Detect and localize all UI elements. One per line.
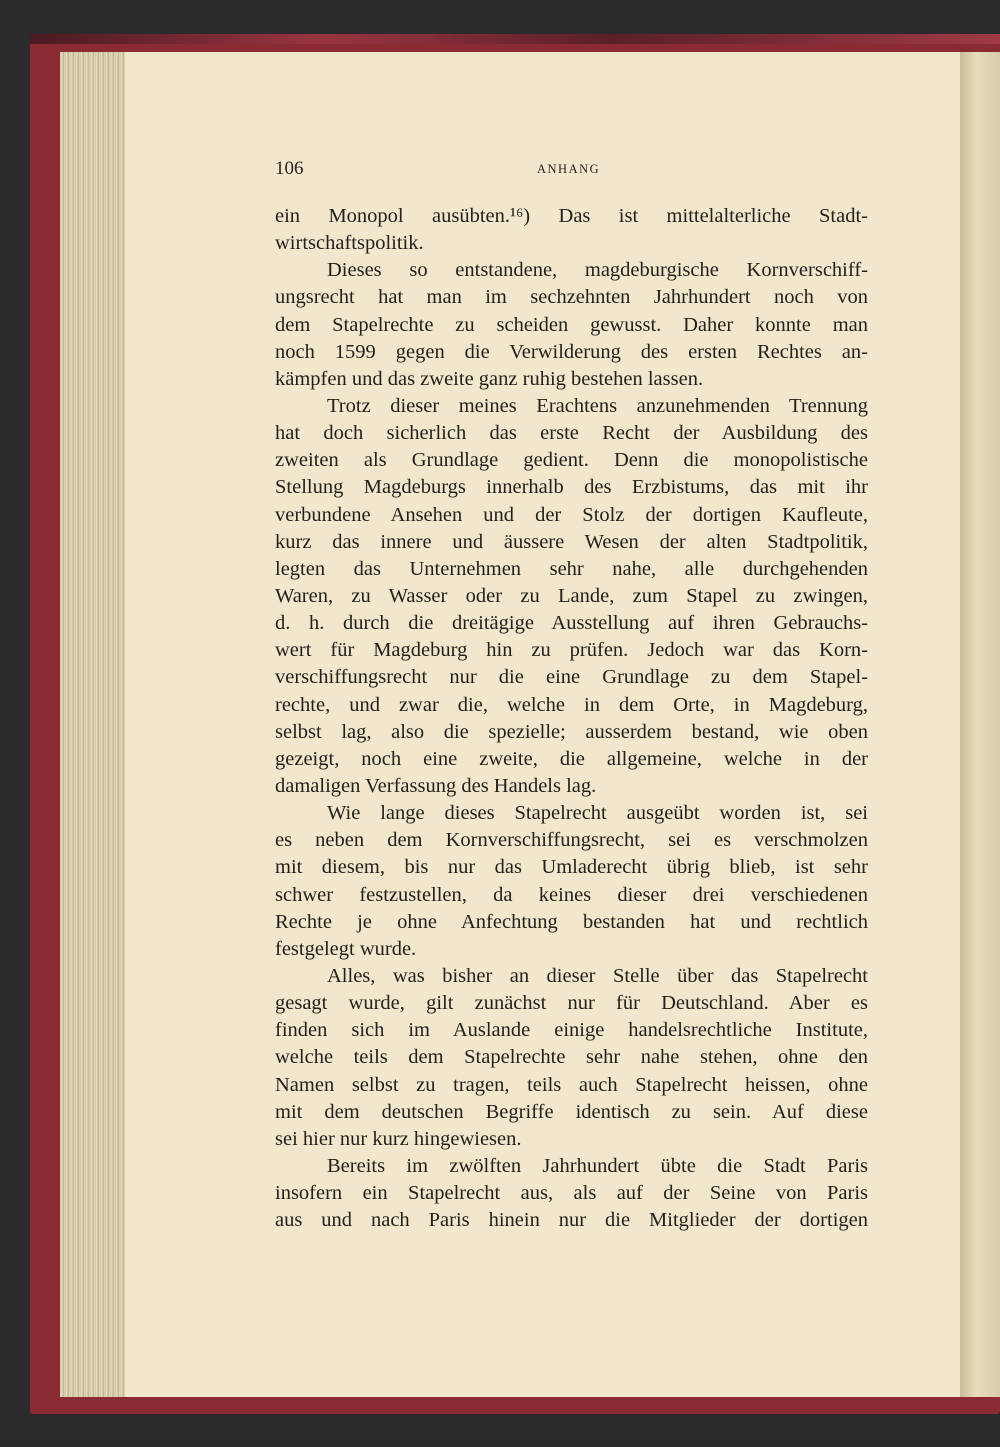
page-number: 106	[275, 158, 304, 179]
text-line: mit dem deutschen Begriffe identisch zu sein. Auf diese	[275, 1100, 868, 1123]
text-line: es neben dem Kornverschiffungsrecht, sei es verschmolzen	[275, 829, 868, 852]
page-header	[275, 158, 870, 184]
text-line: kämpfen und das zweite ganz ruhig bestehen lassen.	[275, 367, 704, 390]
text-line: ungsrecht hat man im sechzehnten Jahrhundert noch von	[275, 286, 868, 309]
text-line: welche teils dem Stapelrechte sehr nahe stehen, ohne den	[275, 1046, 868, 1069]
text-line: legten das Unternehmen sehr nahe, alle durchgehenden	[275, 557, 868, 580]
text-line: mit diesem, bis nur das Umladerecht übrig blieb, ist sehr	[275, 856, 868, 879]
text-line: noch 1599 gegen die Verwilderung des ersten Rechtes an-	[275, 340, 868, 363]
text-line: Namen selbst zu tragen, teils auch Stapelrecht heissen, ohne	[275, 1073, 868, 1096]
text-line: zweiten als Grundlage gedient. Denn die monopolistische	[275, 449, 868, 472]
text-line: kurz das innere und äussere Wesen der alten Stadtpolitik,	[275, 530, 868, 553]
facing-page-edge	[960, 52, 1000, 1397]
book-cover-edge	[30, 34, 1000, 44]
text-line: Alles, was bisher an dieser Stelle über das Stapelrecht	[327, 964, 868, 987]
text-line: selbst lag, also die spezielle; ausserdem bestand, wie oben	[275, 720, 868, 743]
text-line: gezeigt, noch eine zweite, die allgemeine, welche in der	[275, 747, 868, 770]
text-line: damaligen Verfassung des Handels lag.	[275, 774, 597, 797]
text-line: Bereits im zwölften Jahrhundert übte die Stadt Paris	[327, 1154, 868, 1177]
text-line: hat doch sicherlich das erste Recht der Ausbildung des	[275, 422, 868, 445]
text-line: d. h. durch die dreitägige Ausstellung auf ihren Gebrauchs-	[275, 612, 868, 635]
text-line: verbundene Ansehen und der Stolz der dortigen Kaufleute,	[275, 503, 868, 526]
text-line: insofern ein Stapelrecht aus, als auf der Seine von Paris	[275, 1182, 868, 1205]
text-line: Trotz dieser meines Erachtens anzunehmenden Trennung	[327, 394, 868, 417]
text-line: dem Stapelrechte zu scheiden gewusst. Daher konnte man	[275, 313, 868, 336]
text-line: finden sich im Auslande einige handelsrechtliche Institute,	[275, 1019, 868, 1042]
text-line: sei hier nur kurz hingewiesen.	[275, 1127, 522, 1150]
text-line: Waren, zu Wasser oder zu Lande, zum Stapel zu zwingen,	[275, 584, 868, 607]
text-line: wert für Magdeburg hin zu prüfen. Jedoch war das Korn-	[275, 639, 868, 662]
text-line: Stellung Magdeburgs innerhalb des Erzbistums, das mit ihr	[275, 476, 868, 499]
text-line: gesagt wurde, gilt zunächst nur für Deutschland. Aber es	[275, 992, 868, 1015]
text-line: schwer festzustellen, da keines dieser drei verschiedenen	[275, 883, 868, 906]
page-stack-edge	[60, 52, 130, 1397]
text-line: rechte, und zwar die, welche in dem Orte, in Magdeburg,	[275, 693, 868, 716]
text-line: Dieses so entstandene, magdeburgische Kornverschiff-	[327, 259, 868, 282]
text-line: Wie lange dieses Stapelrecht ausgeübt worden ist, sei	[327, 802, 868, 825]
text-line: Rechte je ohne Anfechtung bestanden hat und rechtlich	[275, 910, 868, 933]
text-line: festgelegt wurde.	[275, 937, 417, 960]
body-text	[275, 203, 868, 1234]
text-line: verschiffungsrecht nur die eine Grundlage zu dem Stapel-	[275, 666, 868, 689]
text-line: ein Monopol ausübten.¹⁶) Das ist mittelalterliche Stadt-	[275, 205, 868, 227]
running-head: ANHANG	[537, 162, 601, 176]
text-line: wirtschaftspolitik.	[275, 232, 424, 255]
text-line: aus und nach Paris hinein nur die Mitglieder der dortigen	[275, 1209, 868, 1232]
